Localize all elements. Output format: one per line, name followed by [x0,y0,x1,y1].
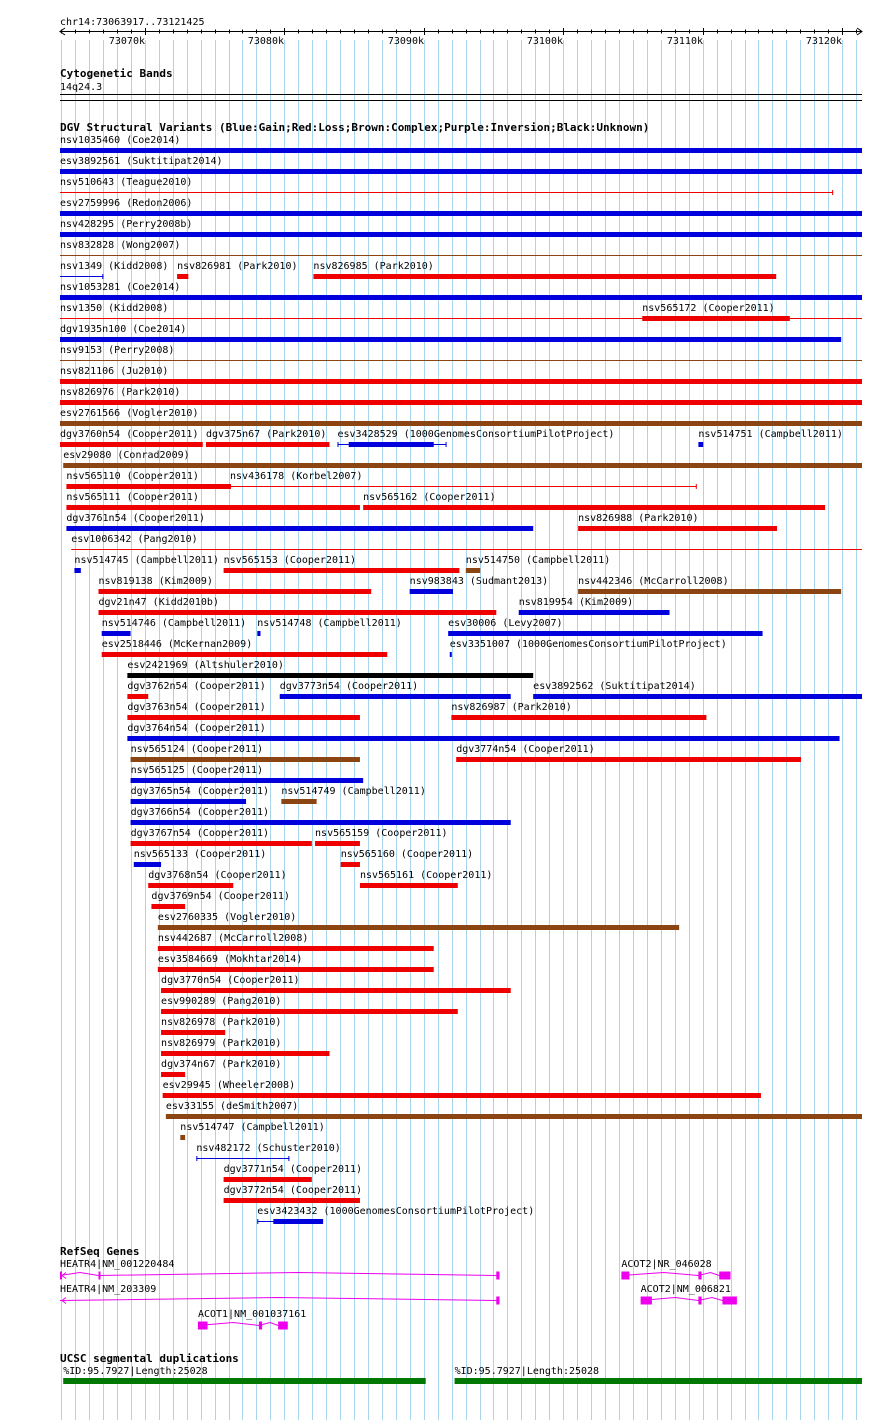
refseq-gene[interactable] [198,1309,306,1330]
dgv-feature[interactable] [315,828,447,846]
dgv-feature-bar [161,1009,458,1014]
dgv-feature-label: dgv374n67 (Park2010) [161,1059,282,1070]
dgv-feature-bar [163,1093,761,1098]
refseq-gene[interactable] [60,1259,499,1280]
dgv-feature-bar [127,715,360,720]
dgv-feature-bar [578,589,841,594]
refseq-gene-exon [98,1272,100,1280]
dgv-feature-label: nsv565111 (Cooper2011) [66,492,199,503]
dgv-feature[interactable] [127,723,839,741]
dgv-feature-label: dgv3771n54 (Cooper2011) [223,1164,363,1175]
dgv-feature-label: nsv826988 (Park2010) [578,513,699,524]
ruler [60,17,862,47]
dgv-feature[interactable] [66,471,230,489]
refseq-track [60,1245,737,1330]
dgv-feature-end [102,274,103,279]
dgv-feature-bar [131,841,312,846]
dgv-feature[interactable] [533,681,862,699]
dgv-feature-bar [102,631,131,636]
refseq-gene-exon [496,1272,499,1280]
ruler-tick-label: 73090k [387,36,424,47]
dgv-feature-label: nsv514749 (Campbell2011) [281,786,426,797]
dgv-feature-bar [456,757,801,762]
dgv-feature-bar [224,568,460,573]
dgv-feature[interactable] [196,1143,341,1161]
refseq-gene-exon [278,1322,288,1330]
dgv-feature[interactable] [410,576,548,594]
dgv-feature-label: nsv565172 (Cooper2011) [642,303,775,314]
dgv-feature[interactable] [313,261,776,279]
dgv-feature[interactable] [66,492,360,510]
dgv-feature[interactable] [519,597,670,615]
dgv-feature[interactable] [60,366,862,384]
dgv-feature-line [196,1158,289,1159]
dgv-feature-label: esv3428529 (1000GenomesConsortiumPilotProject) [337,429,615,440]
dgv-feature-bar [349,442,434,447]
refseq-gene[interactable] [641,1284,737,1305]
dgv-feature-label: nsv565161 (Cooper2011) [359,870,493,881]
dgv-feature-bar [410,589,453,594]
dgv-feature-bar [134,862,161,867]
dgv-feature-label: nsv510643 (Teague2010) [60,177,193,188]
dgv-feature-bar [450,652,452,657]
dgv-feature[interactable] [161,996,458,1014]
dgv-feature-bar [448,631,762,636]
dgv-feature-bar [127,673,533,678]
segdup-track-title: UCSC segmental duplications [60,1352,239,1365]
refseq-gene[interactable] [60,1284,499,1305]
dgv-feature[interactable] [74,555,219,573]
dgv-feature[interactable] [60,345,862,361]
dgv-feature-bar [642,316,790,321]
dgv-feature-bar [315,841,360,846]
ruler-tick-label: 73110k [666,36,703,47]
dgv-feature-bar [578,526,777,531]
dgv-feature-end [230,484,231,489]
dgv-track-title: DGV Structural Variants (Blue:Gain;Red:Loss;Brown:Complex;Purple:Inversion;Black:Unknown) [60,121,650,134]
dgv-feature[interactable] [642,303,790,321]
dgv-feature-bar [257,631,260,636]
dgv-feature-bar [98,610,496,615]
dgv-feature[interactable] [127,681,265,699]
dgv-feature-label: nsv514747 (Campbell2011) [180,1122,325,1133]
refseq-gene-label: ACOT2|NM_006821 [640,1284,731,1295]
dgv-feature-label: nsv826978 (Park2010) [161,1017,282,1028]
dgv-feature-label: esv3351007 (1000GenomesConsortiumPilotProject) [449,639,727,650]
dgv-feature-line [71,549,862,550]
dgv-feature-bar [360,883,458,888]
cytoband-label: 14q24.3 [60,82,103,93]
dgv-feature-label: nsv482172 (Schuster2010) [196,1143,341,1154]
dgv-feature-label: esv29945 (Wheeler2008) [162,1080,296,1091]
dgv-feature-label: esv2421969 (Altshuler2010) [127,660,284,671]
dgv-feature-label: esv2761566 (Vogler2010) [60,408,199,419]
ruler-tick-label: 73070k [108,36,145,47]
dgv-feature-label: nsv514748 (Campbell2011) [257,618,402,629]
dgv-feature-bar [127,694,148,699]
dgv-track [60,121,862,1224]
dgv-feature[interactable] [102,639,388,657]
dgv-feature-label: nsv514751 (Campbell2011) [698,429,843,440]
segdup-bar [455,1378,862,1384]
dgv-feature[interactable] [60,429,203,447]
dgv-feature-label: nsv565124 (Cooper2011) [130,744,264,755]
dgv-feature-label: nsv514745 (Campbell2011) [74,555,219,566]
ruler-axis [60,28,862,47]
dgv-feature-bar [224,1177,312,1182]
refseq-gene-label: HEATR4|NM_001220484 [60,1259,175,1270]
dgv-feature-line [60,276,103,277]
refseq-gene-exon [621,1272,629,1280]
dgv-feature[interactable] [151,891,289,909]
dgv-feature-bar [466,568,480,573]
dgv-feature[interactable] [60,240,862,256]
dgv-feature[interactable] [60,387,862,405]
dgv-feature-label: esv3892562 (Suktitipat2014) [533,681,696,692]
dgv-feature-bar [98,589,371,594]
dgv-feature-end [832,190,833,195]
dgv-feature-bar [127,736,839,741]
dgv-feature[interactable] [127,660,533,678]
dgv-feature[interactable] [158,912,679,930]
dgv-feature-bar [60,421,862,426]
cytoband-track-title: Cytogenetic Bands [60,67,173,80]
dgv-feature-end [288,1156,289,1161]
dgv-feature[interactable] [698,429,843,447]
dgv-feature-end [337,442,338,447]
dgv-feature-label: dgv3768n54 (Cooper2011) [148,870,287,881]
dgv-feature-label: esv3892561 (Suktitipat2014) [60,156,223,167]
strand-arrow-icon [62,1273,66,1279]
dgv-feature[interactable] [177,261,297,279]
dgv-feature-label: dgv3765n54 (Cooper2011) [130,786,270,797]
dgv-feature[interactable] [161,1059,281,1077]
dgv-feature-label: nsv1350 (Kidd2008) [60,303,169,314]
segdup-label: %ID:95.7927|Length:25028 [454,1366,600,1377]
dgv-feature[interactable] [60,261,168,279]
dgv-feature-label: nsv565153 (Cooper2011) [223,555,357,566]
dgv-feature[interactable] [363,492,825,510]
dgv-feature[interactable] [60,156,862,174]
dgv-feature-bar [60,148,862,153]
dgv-feature-bar [74,568,80,573]
dgv-feature-label: nsv514750 (Campbell2011) [465,555,611,566]
dgv-feature-end [257,1219,258,1224]
dgv-feature[interactable] [98,597,496,615]
dgv-feature-bar [158,946,434,951]
dgv-features [60,135,862,1224]
dgv-feature[interactable] [161,1038,329,1056]
dgv-feature[interactable] [148,870,286,888]
dgv-feature[interactable] [206,429,330,447]
dgv-feature-bar [66,484,230,489]
dgv-feature-bar [363,505,825,510]
dgv-feature-label: esv33155 (deSmith2007) [165,1101,299,1112]
dgv-feature-bar [60,442,203,447]
dgv-feature-bar [60,400,862,405]
dgv-feature[interactable] [161,975,511,993]
dgv-feature-label: nsv826987 (Park2010) [451,702,572,713]
dgv-feature-bar [66,505,360,510]
dgv-feature-bar [177,274,188,279]
dgv-feature-bar [161,1030,225,1035]
dgv-feature-bar [533,694,862,699]
refseq-gene-exon [698,1297,701,1305]
refseq-gene-intron [60,1298,499,1301]
dgv-feature-bar [60,211,862,216]
dgv-feature-label: dgv3760n54 (Cooper2011) [60,429,199,440]
dgv-feature-bar [60,337,841,342]
dgv-feature-bar [148,883,233,888]
dgv-feature[interactable] [257,1206,534,1224]
dgv-feature[interactable] [578,576,841,594]
dgv-feature-label: dgv3762n54 (Cooper2011) [127,681,266,692]
dgv-feature-label: nsv826985 (Park2010) [313,261,434,272]
dgv-feature-bar [161,1051,329,1056]
dgv-feature[interactable] [98,576,371,594]
dgv-feature-label: nsv819138 (Kim2009) [98,576,213,587]
dgv-feature-bar [166,1114,862,1119]
segdup-item[interactable] [63,1366,426,1384]
dgv-feature-end [446,442,447,447]
dgv-feature[interactable] [466,555,611,573]
dgv-feature[interactable] [60,324,841,342]
refseq-gene-exon [198,1322,208,1330]
dgv-feature-label: nsv826979 (Park2010) [161,1038,282,1049]
dgv-feature-bar [161,1072,185,1077]
refseq-gene-exon [698,1272,701,1280]
dgv-feature-label: nsv428295 (Perry2008b) [60,219,193,230]
refseq-gene-intron [60,1273,499,1276]
dgv-feature-label: esv1006342 (Pang2010) [71,534,198,545]
dgv-feature-label: esv3423432 (1000GenomesConsortiumPilotProject) [257,1206,535,1217]
dgv-feature[interactable] [131,786,269,804]
dgv-feature[interactable] [127,702,360,720]
dgv-feature[interactable] [158,933,434,951]
dgv-feature[interactable] [60,282,862,300]
dgv-feature[interactable] [341,849,473,867]
dgv-feature-bar [60,169,862,174]
dgv-feature-line [60,360,862,361]
dgv-feature-label: nsv442346 (McCarroll2008) [578,576,729,587]
dgv-feature[interactable] [60,198,862,216]
segdup-items [63,1366,862,1384]
dgv-feature-label: nsv1035460 (Coe2014) [60,135,181,146]
dgv-feature-bar [519,610,670,615]
dgv-feature-bar [151,904,185,909]
dgv-feature-bar [161,988,511,993]
dgv-feature[interactable] [166,1101,862,1119]
dgv-feature-bar [66,526,533,531]
dgv-feature[interactable] [230,471,697,489]
dgv-feature-label: nsv442687 (McCarroll2008) [157,933,309,944]
dgv-feature-bar [131,778,364,783]
dgv-feature-label: nsv826981 (Park2010) [177,261,298,272]
dgv-feature-bar [273,1219,323,1224]
dgv-feature[interactable] [131,765,364,783]
dgv-feature-bar [313,274,776,279]
dgv-feature-label: nsv565162 (Cooper2011) [363,492,496,503]
dgv-feature-bar [281,799,316,804]
segdup-label: %ID:95.7927|Length:25028 [63,1366,208,1377]
dgv-feature[interactable] [360,870,492,888]
dgv-feature[interactable] [134,849,266,867]
ruler-tick-label: 73100k [526,36,563,47]
dgv-feature-label: dgv3767n54 (Cooper2011) [130,828,270,839]
dgv-feature[interactable] [63,450,862,468]
locus-label: chr14:73063917..73121425 [60,17,205,28]
dgv-feature-bar [180,1135,185,1140]
dgv-feature[interactable] [158,954,434,972]
dgv-feature[interactable] [578,513,777,531]
dgv-feature-bar [158,967,434,972]
dgv-feature-bar [60,379,862,384]
dgv-feature-label: nsv819954 (Kim2009) [518,597,634,608]
dgv-feature-label: esv30006 (Levy2007) [448,618,563,629]
refseq-gene-exon [722,1297,736,1305]
refseq-gene-exon [641,1297,652,1305]
dgv-feature-end [696,484,697,489]
dgv-feature[interactable] [257,618,402,636]
dgv-feature-bar [131,799,246,804]
refseq-gene-label: ACOT2|NR_046028 [621,1259,712,1270]
dgv-feature-label: dgv3766n54 (Cooper2011) [130,807,270,818]
dgv-feature-bar [341,862,360,867]
dgv-feature[interactable] [163,1080,761,1098]
dgv-feature-label: esv2518446 (McKernan2009) [101,639,253,650]
dgv-feature-label: nsv436178 (Korbel2007) [230,471,363,482]
dgv-feature-label: dgv21n47 (Kidd2010b) [98,597,219,608]
refseq-gene-exon [719,1272,730,1280]
dgv-feature-label: dgv3764n54 (Cooper2011) [127,723,266,734]
dgv-feature[interactable] [161,1017,281,1035]
refseq-gene-label: HEATR4|NM_203309 [60,1284,157,1295]
dgv-feature-label: nsv514746 (Campbell2011) [101,618,247,629]
dgv-feature-label: dgv3761n54 (Cooper2011) [66,513,205,524]
cytoband-track [60,67,862,101]
dgv-feature[interactable] [60,408,862,426]
segdup-bar [63,1378,426,1384]
dgv-feature-label: nsv1053281 (Coe2014) [60,282,181,293]
dgv-feature[interactable] [131,807,511,825]
dgv-feature-bar [451,715,706,720]
dgv-feature[interactable] [224,1185,362,1203]
dgv-feature-label: nsv565160 (Cooper2011) [340,849,474,860]
dgv-feature-label: dgv3770n54 (Cooper2011) [161,975,300,986]
dgv-feature-label: dgv3773n54 (Cooper2011) [279,681,419,692]
refseq-gene-label: ACOT1|NM_001037161 [197,1309,307,1320]
dgv-feature[interactable] [60,219,862,237]
dgv-feature-label: nsv983843 (Sudmant2013) [409,576,549,587]
dgv-feature-line [60,255,862,256]
dgv-feature-bar [131,757,360,762]
segdup-track [60,1352,862,1384]
dgv-feature-bar [158,925,679,930]
dgv-feature[interactable] [281,786,426,804]
dgv-feature-line [230,486,697,487]
dgv-feature-bar [60,295,862,300]
dgv-feature-label: nsv1349 (Kidd2008) [60,261,169,272]
dgv-feature[interactable] [224,1164,362,1182]
dgv-feature-label: esv2760335 (Vogler2010) [157,912,297,923]
dgv-feature-label: esv29080 (Conrad2009) [63,450,190,461]
dgv-feature-label: esv2759996 (Redon2006) [60,198,193,209]
dgv-feature-label: esv990289 (Pang2010) [161,996,282,1007]
dgv-feature-label: nsv826976 (Park2010) [60,387,181,398]
dgv-feature[interactable] [456,744,801,762]
dgv-feature-label: esv3584669 (Mokhtar2014) [157,954,303,965]
dgv-feature[interactable] [280,681,511,699]
dgv-feature[interactable] [450,639,727,657]
dgv-feature-end [196,1156,197,1161]
dgv-feature-label: dgv375n67 (Park2010) [205,429,327,440]
dgv-feature-label: dgv1935n100 (Coe2014) [60,324,187,335]
dgv-feature-bar [224,1198,360,1203]
dgv-feature-bar [60,232,862,237]
dgv-feature[interactable] [131,744,360,762]
dgv-feature[interactable] [451,702,706,720]
dgv-feature-bar [102,652,388,657]
dgv-feature-label: nsv565110 (Cooper2011) [66,471,199,482]
dgv-feature-label: nsv821106 (Ju2010) [60,366,169,377]
dgv-feature-label: dgv3763n54 (Cooper2011) [127,702,266,713]
dgv-feature-bar [206,442,330,447]
refseq-gene-exon [259,1322,262,1330]
dgv-feature-label: nsv565125 (Cooper2011) [130,765,264,776]
dgv-feature-label: dgv3769n54 (Cooper2011) [151,891,290,902]
dgv-feature[interactable] [66,513,533,531]
dgv-feature-label: dgv3772n54 (Cooper2011) [223,1185,363,1196]
dgv-feature-bar [131,820,511,825]
dgv-feature-label: nsv9153 (Perry2008) [60,345,175,356]
dgv-feature-line [60,192,833,193]
dgv-feature-bar [63,463,862,468]
dgv-feature[interactable] [60,135,862,153]
dgv-feature-label: nsv565159 (Cooper2011) [315,828,448,839]
refseq-genes [60,1259,737,1330]
ruler-tick-label: 73120k [805,36,842,47]
dgv-feature-label: nsv565133 (Cooper2011) [133,849,267,860]
dgv-feature-bar [280,694,511,699]
dgv-feature-label: nsv832828 (Wong2007) [60,240,181,251]
refseq-gene-exon [496,1297,499,1305]
dgv-feature-label: dgv3774n54 (Cooper2011) [456,744,595,755]
dgv-feature-bar [698,442,703,447]
ruler-tick-label: 73080k [247,36,284,47]
dgv-feature[interactable] [337,429,614,447]
refseq-track-title: RefSeq Genes [60,1245,140,1258]
